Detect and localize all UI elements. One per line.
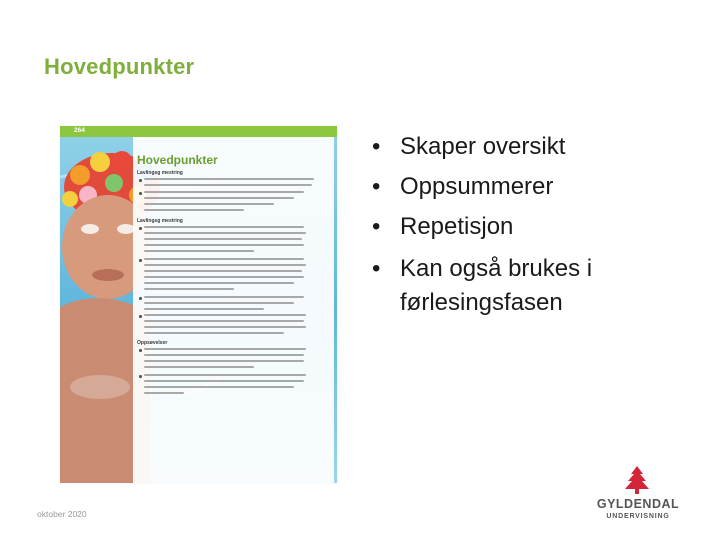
book-text-line: [144, 386, 294, 388]
book-text-line: [144, 354, 304, 356]
book-text-line: [144, 314, 306, 316]
book-text-line: [144, 288, 234, 290]
book-text-line: [144, 276, 304, 278]
bullet-item: [372, 172, 672, 202]
book-text-line: [144, 282, 294, 284]
book-text-line: [144, 184, 312, 186]
bullet-dot-icon: •: [372, 213, 381, 240]
book-text-line: [144, 238, 302, 240]
book-page-heading: Hovedpunkter: [137, 153, 218, 167]
page-number: 264: [74, 127, 85, 134]
bullet-item: [372, 132, 672, 162]
bullet-dot-icon: •: [372, 133, 381, 160]
logo-name: GYLDENDAL: [596, 497, 680, 511]
bullet-item: [372, 252, 672, 320]
page-header-band: [60, 126, 337, 137]
book-text-line: [144, 226, 304, 228]
bullet-dot-icon: •: [372, 173, 381, 200]
book-bullet: [139, 179, 142, 182]
book-text-line: [144, 392, 184, 394]
book-page-image: [60, 126, 337, 483]
book-section-heading: Lavlingsg mestring: [137, 218, 183, 224]
logo-subtitle: UNDERVISNING: [606, 513, 670, 520]
book-bullet: [139, 192, 142, 195]
book-text-line: [144, 264, 306, 266]
slide-title: Hovedpunkter: [44, 54, 195, 79]
bullet-text: Skaper oversikt: [400, 133, 566, 160]
book-text-line: [144, 302, 294, 304]
book-bullet: [139, 227, 142, 230]
book-bullet: [139, 259, 142, 262]
tree-icon: [620, 466, 654, 496]
book-text-line: [144, 178, 314, 180]
book-text-line: [144, 191, 304, 193]
book-bullet: [139, 297, 142, 300]
book-text-line: [144, 203, 274, 205]
book-text-line: [144, 244, 304, 246]
book-text-line: [144, 270, 302, 272]
book-text-line: [144, 197, 294, 199]
book-bullet: [139, 375, 142, 378]
book-bullet: [139, 349, 142, 352]
book-text-line: [144, 366, 254, 368]
bullet-text: Oppsummerer: [400, 173, 554, 200]
book-text-line: [144, 258, 304, 260]
book-text-panel: [133, 137, 334, 483]
book-text-line: [144, 296, 304, 298]
book-bullet: [139, 315, 142, 318]
book-text-line: [144, 232, 306, 234]
book-text-line: [144, 348, 306, 350]
footer-date: oktober 2020: [37, 509, 87, 519]
book-text-line: [144, 308, 264, 310]
bullet-text: Kan også brukes i førlesingsfasen: [400, 255, 593, 316]
book-text-line: [144, 360, 304, 362]
book-text-line: [144, 250, 254, 252]
book-section-heading: Oppsøvelser: [137, 340, 168, 346]
bullet-text: Repetisjon: [400, 213, 514, 240]
book-text-line: [144, 332, 284, 334]
bullet-dot-icon: •: [372, 255, 381, 282]
bullet-item: [372, 212, 672, 242]
book-text-line: [144, 374, 306, 376]
book-text-line: [144, 326, 306, 328]
gyldendal-logo: [594, 466, 694, 522]
book-text-line: [144, 320, 304, 322]
bullet-list: [372, 132, 672, 330]
book-text-line: [144, 209, 244, 211]
book-section-heading: Lavlingsg mestring: [137, 170, 183, 176]
book-text-line: [144, 380, 304, 382]
